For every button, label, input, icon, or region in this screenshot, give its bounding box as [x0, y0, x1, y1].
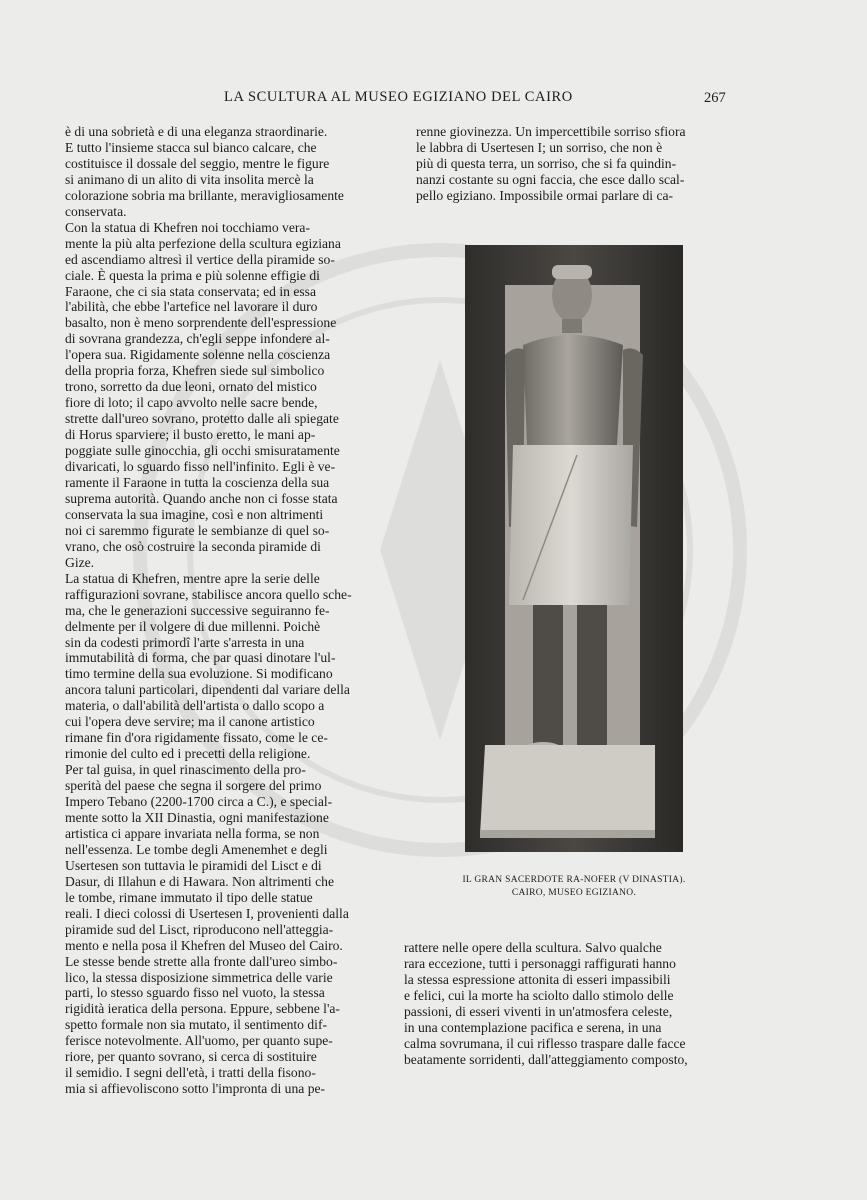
page-number: 267: [704, 90, 726, 106]
paragraph: La statua di Khefren, mentre apre la serie delle raffigurazioni sovrane, stabilisce ancora quello sche- ma, che le generazioni successive seguiranno fe- delmente per il volgere di due millenni. Poichè sin da codesti primordî l'arte s'arresta in una immutabilità di forma, che par quasi dinotare l'ul- timo termine della sua evoluzione. Si modificano ancora taluni particolari, dipendenti dal variare della materia, o dall'abilità dell'artista o dallo scopo a cui l'opera deve servire; ma il canone artistico rimane fin d'ora rigidamente fissato, come le ce- rimonie del culto ed i precetti della religione.: [65, 570, 352, 762]
paragraph: Con la statua di Khefren noi tocchiamo vera- mente la più alta perfezione della scultura egiziana ed ascendiamo altresì il vertice della piramide so- ciale. È questa la prima e più solenne effigie di Faraone, che ci sia stata conservata; ed in essa l'abilità, che ebbe l'artefice nel lavorare il duro basalto, non è meno sorprendente dell'espressione di sovrana grandezza, ch'egli seppe infondere al- l'opera sua. Rigidamente solenne nella coscienza della propria forza, Khefren siede sul simbolico trono, sorretto da due leoni, ornato del mistico fiore di loto; il capo avvolto nelle sacre bende, strette dall'ureo sovrano, protetto dalle ali spiegate di Horus sparviere; il busto eretto, le mani ap- poggiate sulle ginocchia, gli occhi smisuratamente divaricati, lo sguardo fisso nell'infinito. Egli è ve- ramente il Faraone in tutta la coscienza della sua suprema autorità. Quando anche non ci fosse stata conservata la sua imagine, così e non altrimenti noi ci saremmo figurate le sembianze di quel so- vrano, che osò costruire la seconda piramide di Gize.: [65, 219, 341, 570]
caption-line: IL GRAN SACERDOTE RA-NOFER (V DINASTIA).: [462, 875, 686, 885]
running-title: LA SCULTURA AL MUSEO EGIZIANO DEL CAIRO: [224, 89, 573, 105]
right-column-top: [416, 124, 734, 204]
paragraph: rattere nelle opere della scultura. Salvo qualche rara eccezione, tutti i personaggi raffigurati hanno la stessa espressione attonita di esseri impassibili e felici, cui la morte ha sciolto dallo stimolo delle passioni, di esseri viventi in un'atmosfera celeste, in una contemplazione pacifica e serena, in una calma sovrumana, il cui riflesso traspare dalle facce beatamente sorridenti, dall'atteggiamento composto,: [404, 940, 688, 1067]
right-column-bottom: [404, 940, 734, 1068]
figure-caption: [434, 874, 714, 900]
paragraph: Per tal guisa, in quel rinascimento della pro- sperità del paese che segna il sorgere del primo Impero Tebano (2200-1700 circa a C.), e special- mente sotto la XII Dinastia, ogni manifestazione artistica ci appare invariata nella forma, se non nell'essenza. Le tombe degli Amenemhet e degli Usertesen son tuttavia le piramidi del Lisct e di Dasur, di Illahun e di Hawara. Non altrimenti che le tombe, rimane immutato il tipo delle statue reali. I dieci colossi di Usertesen I, provenienti dalla piramide sud del Lisct, riproducono nell'atteggia- mento e nella posa il Khefren del Museo del Cairo. Le stesse bende strette alla fronte dall'ureo simbo- lico, la stessa disposizione simmetrica delle varie parti, lo stesso sguardo fisso nel vuoto, la stessa rigidità ieratica della persona. Eppure, sebbene l'a- spetto formale non sia mutato, il sentimento dif- ferisce notevolmente. All'uomo, per quanto supe- riore, per quanto sovrano, si cerca di sostituire il semidio. I segni dell'età, i tratti della fisono- mia si affievoliscono sotto l'impronta di una pe-: [65, 762, 349, 1097]
left-column: [65, 124, 392, 1097]
statue-illustration: [465, 245, 683, 852]
paragraph: renne giovinezza. Un impercettibile sorriso sfiora le labbra di Usertesen I; un sorriso, che non è più di questa terra, un sorriso, che si fa quindin- nanzi costante su ogni faccia, che esce dallo scal- pello egiziano. Impossibile ormai parlare di ca-: [416, 124, 686, 203]
caption-line: CAIRO, MUSEO EGIZIANO.: [511, 888, 637, 898]
paragraph: è di una sobrietà e di una eleganza straordinarie. E tutto l'insieme stacca sul bianco calcare, che costituisce il dossale del seggio, mentre le figure si animano di un alito di vita insolita mercè la colorazione sobria ma brillante, meravigliosamente conservata.: [65, 124, 344, 219]
statue-photograph: [465, 245, 683, 852]
